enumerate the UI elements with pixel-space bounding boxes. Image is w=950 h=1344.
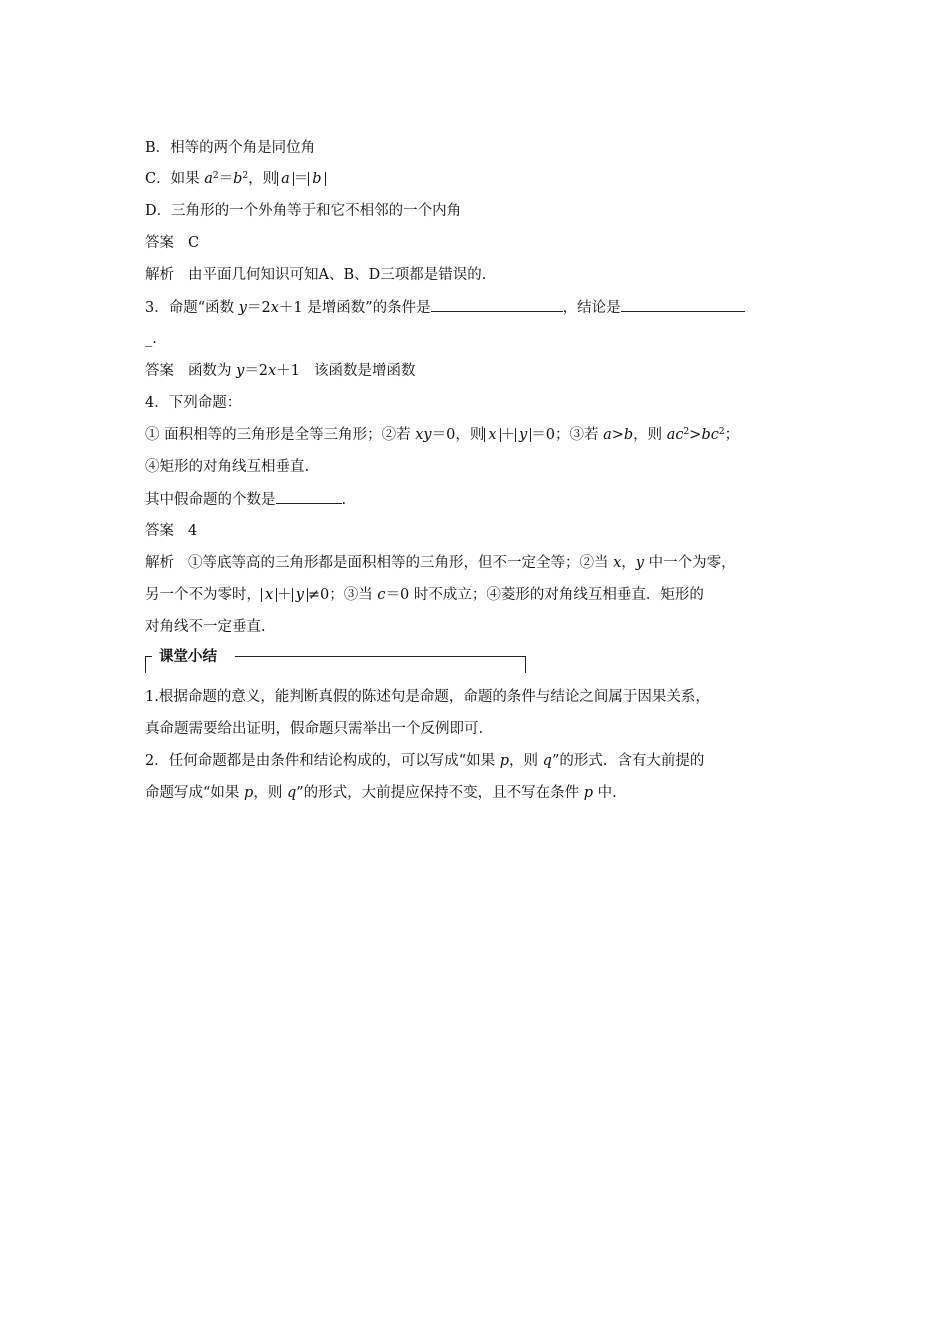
q4-analysis-line3: 对角线不一定垂直. [145, 619, 266, 635]
q3-stem: 3．命题“函数 y＝2x＋1 是增函数”的条件是 ，结论是 [145, 297, 810, 318]
summary-p2-line1: 2．任何命题都是由条件和结论构成的，可以写成“如果 p，则 q”的形式．含有大前提的 [145, 753, 705, 769]
q4-item1: ① 面积相等的三角形是全等三角形；②若 xy＝0，则 x ＋ y ＝0；③若 a>b，则 $ac^2>bc^2$； [145, 427, 740, 443]
q4-ask: 其中假命题的个数是 . [145, 489, 810, 510]
q3-stem-tail: _. [145, 331, 157, 347]
summary-p1-line2: 真命题需要给出证明，假命题只需举出一个反例即可. [145, 721, 484, 737]
condition-blank[interactable] [431, 297, 563, 312]
summary-p2-line2: 命题写成“如果 p，则 q”的形式，大前提应保持不变，且不写在条件 p 中. [145, 785, 617, 801]
count-blank[interactable] [276, 489, 342, 504]
summary-title: 课堂小结 [159, 649, 217, 665]
summary-p1-line1: 1.根据命题的意义，能判断真假的陈述句是命题，命题的条件与结论之间属于因果关系， [145, 689, 710, 705]
abs-a: a [277, 172, 294, 186]
q2-answer: 答案 C [145, 235, 200, 251]
option-d: D．三角形的一个外角等于和它不相邻的一个内角 [145, 203, 462, 219]
conclusion-blank[interactable] [621, 297, 745, 312]
option-c: C．如果 $a^2=b^2$，则 a ＝ b [145, 169, 810, 189]
q4-analysis-line2: 另一个不为零时， x ＋ y ≠0；③当 c＝0 时不成立；④菱形的对角线互相垂直．矩形的 [145, 587, 704, 603]
q4-stem: 4．下列命题： [145, 395, 242, 411]
summary-header [145, 648, 526, 674]
q3-answer: 答案 函数为 y＝2x＋1 该函数是增函数 [145, 363, 416, 379]
q4-analysis-line1: 解析 ①等底等高的三角形都是面积相等的三角形，但不一定全等；②当 x，y 中一个为零， [145, 555, 736, 571]
q2-analysis: 解析 由平面几何知识可知A、B、D三项都是错误的. [145, 267, 487, 283]
abs-b: b [308, 172, 325, 186]
q4-item2: ④矩形的对角线互相垂直. [145, 459, 310, 475]
q4-answer: 答案 4 [145, 523, 198, 539]
option-b: B．相等的两个角是同位角 [145, 140, 316, 156]
